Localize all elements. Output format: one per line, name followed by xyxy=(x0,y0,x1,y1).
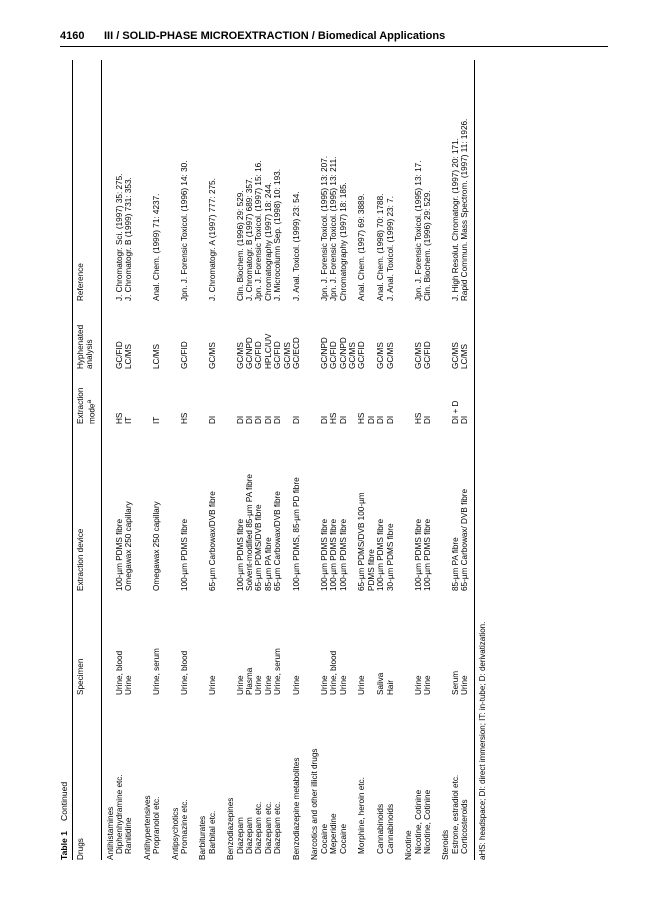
drug-cell: Corticosteroids xyxy=(460,799,470,854)
drug-cell: Diazepam xyxy=(235,817,245,854)
table-group-row xyxy=(101,60,115,860)
device-cell: 65-µm PDMS/DVB 100-µm xyxy=(357,492,367,591)
page-number: 4160 xyxy=(60,30,85,42)
analysis-cell: HPLC/UV xyxy=(263,333,273,369)
table-spacer-row xyxy=(301,60,310,860)
table-row xyxy=(283,60,292,860)
reference-cell: Clin. Biochem. (1996) 29: 529. xyxy=(422,190,432,301)
mode-cell: DI xyxy=(235,415,245,424)
table-group-row xyxy=(310,60,319,860)
reference-cell: Anal. Chem. (1999) 71: 4237. xyxy=(152,193,162,301)
reference-cell: J. Anal. Toxicol. (1999) 23: 54. xyxy=(292,191,302,301)
mode-footnote-marker: a xyxy=(86,399,94,404)
analysis-cell: GC/FID xyxy=(357,341,367,369)
spacer-cell xyxy=(395,60,404,860)
drug-cell: Estrone, estradiol etc. xyxy=(450,774,460,854)
table-row xyxy=(367,60,376,860)
specimen-cell: Urine xyxy=(263,675,273,695)
specimen-cell: Urine xyxy=(292,675,302,695)
column-header-reference: Reference xyxy=(73,60,101,301)
table-row xyxy=(245,60,254,860)
analysis-cell: GC/MS xyxy=(207,342,217,369)
group-heading-cell: Antihypertensives xyxy=(142,795,152,860)
device-cell: 65-µm Carbowax/DVB fibre xyxy=(273,491,283,591)
analysis-cell: GC/NPD xyxy=(338,337,348,369)
data-table xyxy=(73,60,470,860)
drug-cell: Diazepam etc. xyxy=(273,801,283,854)
drug-cell xyxy=(283,695,292,860)
table-header-row xyxy=(73,60,101,860)
group-heading-cell: Steroids xyxy=(441,829,451,860)
device-cell: 65-µm Carbowax/ DVB fibre xyxy=(460,488,470,591)
drug-cell: Diazepam etc. xyxy=(263,801,273,854)
drug-cell: Propranolol etc. xyxy=(152,796,162,854)
drug-cell: Cannabinoids xyxy=(385,803,395,854)
drug-cell: Nicotine, Cotinine xyxy=(422,789,432,854)
table-group-row xyxy=(404,60,413,860)
analysis-cell: GC/NPD xyxy=(319,337,329,369)
reference-cell: Jpn. J. Forensic Toxicol. (1997) 15: 16. xyxy=(254,160,264,301)
table-row xyxy=(460,60,469,860)
analysis-cell: GC/FID xyxy=(422,341,432,369)
device-cell: 100-µm PDMS fibre xyxy=(319,518,329,591)
mode-cell: DI + D xyxy=(450,400,460,424)
drug-cell: Meperidine xyxy=(329,813,339,854)
table-group-row xyxy=(143,60,152,860)
specimen-cell: Urine, blood xyxy=(179,650,189,695)
drug-cell: Promazine etc. xyxy=(179,799,189,854)
drug-cell xyxy=(367,695,376,860)
drug-cell: Ranitidine xyxy=(124,817,134,854)
device-cell: Omegawax 250 capillary xyxy=(152,501,162,591)
specimen-cell: Hair xyxy=(385,679,395,695)
table-row xyxy=(254,60,263,860)
column-header-mode xyxy=(73,369,101,424)
column-header-specimen: Specimen xyxy=(73,591,101,695)
reference-cell: Clin. Biochem. (1996) 29: 529. xyxy=(235,190,245,301)
analysis-cell: GC/FID xyxy=(329,341,339,369)
reference-cell: J. Microcolumn Sep. (1998) 10: 193. xyxy=(273,169,283,301)
reference-cell: J. Anal. Toxicol. (1999) 23: 7. xyxy=(385,196,395,301)
specimen-cell: Urine xyxy=(235,675,245,695)
reference-cell: Rapid Commun. Mass Spectrom. (1997) 11: 1926. xyxy=(460,118,470,301)
device-cell: 100-µm PDMS fibre xyxy=(413,518,423,591)
device-cell: 100-µm PDMS fibre xyxy=(179,518,189,591)
device-cell: 30-µm PDMS fibre xyxy=(385,523,395,591)
table-row xyxy=(451,60,460,860)
mode-cell: IT xyxy=(152,416,162,424)
drug-cell: Morphine, heroin etc. xyxy=(357,777,367,854)
drug-cell xyxy=(348,695,357,860)
mode-cell: HS xyxy=(114,412,124,424)
table-row xyxy=(124,60,133,860)
table-body xyxy=(101,60,470,860)
reference-cell: Jpn. J. Forensic Toxicol. (1995) 13: 17. xyxy=(413,160,423,301)
group-heading-cell: Antihistamines xyxy=(105,806,115,860)
specimen-cell: Urine xyxy=(422,675,432,695)
table-row xyxy=(115,60,124,860)
table-row xyxy=(329,60,338,860)
spacer-cell xyxy=(134,60,143,860)
device-cell: 65-µm PDMS/DVB fibre xyxy=(254,504,264,591)
reference-cell: Anal. Chem. (1997) 69: 3889. xyxy=(357,193,367,301)
analysis-cell: GC/MS xyxy=(450,342,460,369)
table-row xyxy=(292,60,301,860)
specimen-cell xyxy=(367,591,376,695)
analysis-cell: GC/FID xyxy=(179,341,189,369)
mode-cell: HS xyxy=(329,412,339,424)
specimen-cell: Saliva xyxy=(376,672,386,695)
spacer-cell xyxy=(189,60,198,860)
specimen-cell: Serum xyxy=(450,670,460,695)
reference-cell: Jpn. J. Forensic Toxicol. (1996) 14: 30. xyxy=(179,160,189,301)
table-continued: Continued xyxy=(59,781,69,822)
drug-cell: Diazepam etc. xyxy=(254,801,264,854)
mode-cell: DI xyxy=(422,415,432,424)
page-header xyxy=(60,30,608,42)
device-cell: 100-µm PDMS fibre xyxy=(376,518,386,591)
reference-cell: Anal. Chem. (1998) 70: 1788. xyxy=(376,193,386,301)
reference-cell xyxy=(367,60,376,301)
table-row xyxy=(386,60,395,860)
mode-cell xyxy=(283,369,292,424)
mode-cell: DI xyxy=(254,415,264,424)
mode-cell: DI xyxy=(385,415,395,424)
table-group-row xyxy=(171,60,180,860)
group-heading-cell: Antipsychotics xyxy=(170,807,180,860)
mode-cell: DI xyxy=(273,415,283,424)
table-spacer-row xyxy=(189,60,198,860)
analysis-cell: GC/FID xyxy=(273,341,283,369)
mode-cell: HS xyxy=(413,412,423,424)
analysis-cell: GC/MS xyxy=(385,342,395,369)
specimen-cell: Urine xyxy=(319,675,329,695)
table-row xyxy=(376,60,385,860)
column-header-analysis: Hyphenated analysis xyxy=(73,301,101,369)
mode-cell: DI xyxy=(460,415,470,424)
mode-cell: DI xyxy=(376,415,386,424)
specimen-cell: Urine xyxy=(338,675,348,695)
reference-cell: J. Chromatogr. A (1997) 777: 275. xyxy=(207,178,217,301)
device-cell xyxy=(348,424,357,591)
reference-cell: Chromatography (1997) 18: 185. xyxy=(338,182,348,301)
drug-cell: Nicotine, Cotinine xyxy=(413,789,423,854)
specimen-cell: Urine, serum xyxy=(273,648,283,695)
specimen-cell: Urine xyxy=(413,675,423,695)
running-title: III / SOLID-PHASE MICROEXTRACTION / Biomedical Applications xyxy=(104,30,446,42)
mode-cell: HS xyxy=(179,412,189,424)
device-cell: 100-µm PDMS fibre xyxy=(338,518,348,591)
analysis-cell: GC/MS xyxy=(348,342,358,369)
specimen-cell: Urine, blood xyxy=(329,650,339,695)
spacer-cell xyxy=(217,60,226,860)
mode-cell: DI xyxy=(366,415,376,424)
table-row xyxy=(357,60,366,860)
table-row xyxy=(180,60,189,860)
table-group-row xyxy=(198,60,207,860)
mode-cell: DI xyxy=(263,415,273,424)
specimen-cell: Plasma xyxy=(245,667,255,695)
mode-cell: DI xyxy=(338,415,348,424)
group-heading-cell: Nicotine xyxy=(404,830,414,860)
table-row xyxy=(208,60,217,860)
reference-cell: Chromatography (1997) 18: 244. xyxy=(263,182,273,301)
table-label: Table 1 xyxy=(59,831,69,860)
analysis-cell: GC/FID xyxy=(114,341,124,369)
mode-cell: DI xyxy=(245,415,255,424)
reference-cell: J. Chromatogr. B (1997) 689: 357. xyxy=(245,177,255,301)
analysis-cell: GC/MS xyxy=(413,342,423,369)
table-group-row xyxy=(226,60,235,860)
drug-cell: Cocaine xyxy=(319,823,329,854)
device-cell: Solvent-modified 85-µm PA fibre xyxy=(245,474,255,591)
table-spacer-row xyxy=(432,60,441,860)
analysis-cell: GC/NPD xyxy=(245,337,255,369)
device-cell: 100-µm PDMS fibre xyxy=(422,518,432,591)
analysis-cell xyxy=(367,301,376,369)
analysis-cell: GC/MS xyxy=(235,342,245,369)
table-row xyxy=(339,60,348,860)
spacer-cell xyxy=(301,60,310,860)
table-spacer-row xyxy=(395,60,404,860)
reference-cell: Jpn. J. Forensic Toxicol. (1995) 13: 211. xyxy=(329,156,339,301)
table-caption xyxy=(60,60,70,860)
table-spacer-row xyxy=(162,60,171,860)
analysis-cell: LC/MS xyxy=(152,343,162,369)
reference-cell xyxy=(283,60,292,301)
device-cell xyxy=(283,424,292,591)
analysis-cell: LC/MS xyxy=(124,343,134,369)
specimen-cell: Urine xyxy=(124,675,134,695)
reference-cell: J. Chromatogr. B (1999) 731: 353. xyxy=(124,177,134,301)
mode-cell: HS xyxy=(357,412,367,424)
reference-cell: Jpn. J. Forensic Toxicol. (1995) 13: 207. xyxy=(319,155,329,301)
analysis-cell: GC/FID xyxy=(254,341,264,369)
column-header-mode-label: Extraction mode xyxy=(76,387,98,424)
header-rule xyxy=(60,46,608,47)
reference-cell: J. High Resolut. Chromatogr. (1997) 20: 171. xyxy=(450,138,460,301)
mode-cell: DI xyxy=(207,415,217,424)
device-cell: 85-µm PA fibre xyxy=(450,537,460,591)
column-header-drugs: Drugs xyxy=(73,695,101,860)
table-row xyxy=(264,60,273,860)
spacer-cell xyxy=(432,60,441,860)
table-bottom-rule xyxy=(474,60,475,860)
analysis-cell: GC/ECD xyxy=(292,337,302,369)
specimen-cell xyxy=(348,591,357,695)
specimen-cell: Urine xyxy=(254,675,264,695)
reference-cell xyxy=(348,60,357,301)
mode-cell: DI xyxy=(292,415,302,424)
table-row xyxy=(273,60,282,860)
device-cell: 100-µm PDMS, 85-µm PD fibre xyxy=(292,477,302,591)
table-footnote: aHS: headspace; DI: direct immersion; IT: in-tube; D: derivatization. xyxy=(477,621,487,860)
device-cell: 100-µm PDMS fibre xyxy=(329,518,339,591)
device-cell: 100-µm PDMS fibre xyxy=(114,518,124,591)
table-spacer-row xyxy=(217,60,226,860)
reference-cell: J. Chromatogr. Sci. (1997) 35: 275. xyxy=(114,173,124,301)
device-cell: 85-µm PA fibre xyxy=(263,537,273,591)
mode-cell xyxy=(348,369,357,424)
specimen-cell: Urine xyxy=(460,675,470,695)
group-heading-cell: Narcotics and other illicit drugs xyxy=(310,748,320,860)
column-header-device: Extraction device xyxy=(73,424,101,591)
drug-cell: Benzodiazepine metabolites xyxy=(292,757,302,860)
table-row xyxy=(348,60,357,860)
analysis-cell: GC/MS xyxy=(282,342,292,369)
specimen-cell: Urine, blood xyxy=(114,650,124,695)
analysis-cell: LC/MS xyxy=(460,343,470,369)
group-heading-cell: Barbiturates xyxy=(198,815,208,860)
device-cell: 65-µm Carbowax/DVB fibre xyxy=(207,491,217,591)
specimen-cell: Urine xyxy=(357,675,367,695)
device-cell: PDMS fibre xyxy=(366,549,376,591)
table-spacer-row xyxy=(134,60,143,860)
table-row xyxy=(320,60,329,860)
analysis-cell: GC/MS xyxy=(376,342,386,369)
specimen-cell: Urine xyxy=(207,675,217,695)
specimen-cell: Urine, serum xyxy=(152,648,162,695)
table-row xyxy=(414,60,423,860)
spacer-cell xyxy=(162,60,171,860)
drug-cell: Barbital etc. xyxy=(207,810,217,854)
drug-cell: Diazepam xyxy=(245,817,255,854)
table-group-row xyxy=(441,60,450,860)
table-row xyxy=(423,60,432,860)
device-cell: Omegawax 250 capillary xyxy=(124,501,134,591)
drug-cell: Cannabinoids xyxy=(376,803,386,854)
mode-cell: DI xyxy=(319,415,329,424)
drug-cell: Diphenhydramine etc. xyxy=(114,774,124,854)
drug-cell: Cocaine xyxy=(338,823,348,854)
table-row xyxy=(152,60,161,860)
device-cell: 100-µm PDMS fibre xyxy=(235,518,245,591)
table-row xyxy=(236,60,245,860)
group-heading-cell: Benzodiazepines xyxy=(226,797,236,860)
specimen-cell xyxy=(283,591,292,695)
mode-cell: IT xyxy=(124,416,134,424)
rotated-table-block xyxy=(60,60,605,860)
